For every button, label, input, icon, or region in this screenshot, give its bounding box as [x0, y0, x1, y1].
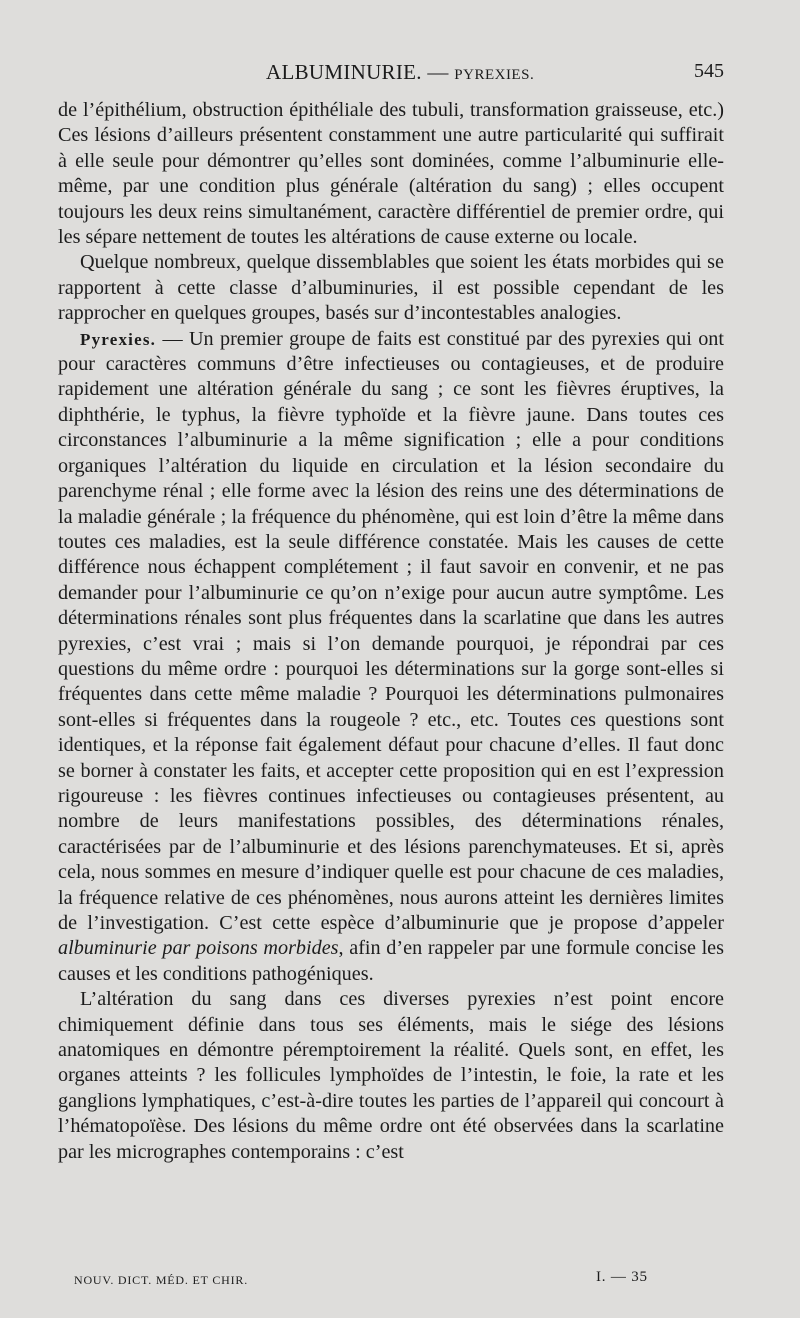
- page-footer: [58, 1269, 724, 1293]
- paragraph-3-text: — Un premier groupe de faits est constitué par des pyrexies qui ont pour caractères communs d’être infectieuses ou contagieuses, et de produire rapidement une altération générale du sang ; ce sont les fièvres éruptives, la diphthérie, le typhus, la fièvre typhoïde et la fièvre jaune. Dans toutes ces circonstances l’albuminurie a la même signification ; elle a pour conditions organiques l’altération du liquide en circulation et la lésion secondaire du parenchyme rénal ; elle forme avec la lésion des reins une des déterminations de la maladie générale ; la fréquence du phénomène, qui est loin d’être la même dans toutes ces maladies, est la seule différence constatée. Mais les causes de cette différence nous échappent complétement ; il faut savoir en convenir, et ne pas demander pour l’albuminurie ce qu’on n’exige pour aucun autre symptôme. Les déterminations rénales sont plus fréquentes dans la scarlatine que dans les autres pyrexies, c’est vrai ; mais si l’on demande pourquoi, je répondrai par ces questions du même ordre : pourquoi les déterminations sur la gorge sont-elles si fréquentes dans cette même maladie ? Pourquoi les déterminations pulmonaires sont-elles si fréquentes dans la rougeole ? etc., etc. Toutes ces questions sont identiques, et la réponse fait également défaut pour chacune d’elles. Il faut donc se borner à constater les faits, et accepter cette proposition qui en est l’expression rigoureuse : les fièvres continues infectieuses ou contagieuses présentent, au nombre de leurs manifestations possibles, des déterminations rénales, caractérisées par de l’albuminurie et des lésions parenchymateuses. Et si, après cela, nous sommes en mesure d’indiquer quelle est pour chacune de ces maladies, la fréquence relative de ces phénomènes, nous aurons atteint les dernières limites de l’investigation. C’est cette espèce d’albuminurie que je propose d’appeler: [58, 327, 724, 934]
- body-text: [58, 98, 724, 1165]
- running-title: [266, 60, 534, 85]
- page-number: 545: [694, 60, 724, 82]
- paragraph-2: Quelque nombreux, quelque dissemblables que soient les états morbides qui se rapportent à cette classe d’albuminuries, il est possible cependant de les rapprocher en quelques groupes, basés sur d’incontestables analogies.: [58, 251, 724, 325]
- footer-signature: NOUV. DICT. MÉD. ET CHIR.: [74, 1273, 249, 1287]
- paragraph-1: de l’épithélium, obstruction épithéliale des tubuli, transformation graisseuse, etc.) Ces lésions d’ailleurs présentent constamment une autre particularité qui suffirait à elle seule pour démontrer qu’elles sont dominées, comme l’albuminurie elle-même, par une condition plus générale (altération du sang) ; elles occupent toujours les deux reins simultanément, caractère différentiel de premier ordre, qui les sépare nettement de toutes les altérations de cause externe ou locale.: [58, 99, 724, 249]
- italic-term: albuminurie par poisons morbides: [58, 937, 339, 960]
- running-title-main: ALBUMINURIE. —: [266, 60, 449, 84]
- paragraph-4: L’altération du sang dans ces diverses pyrexies n’est point encore chimiquement définie dans tous ses éléments, mais le siége des lésions anatomiques en démontre péremptoirement la réalité. Quels sont, en effet, les organes atteints ? les follicules lymphoïdes de l’intestin, le foie, la rate et les ganglions lymphatiques, c’est-à-dire toutes les parties de l’appareil qui concourt à l’hématopoïèse. Des lésions du même ordre ont été observées dans la scarlatine par les micrographes contemporains : c’est: [58, 988, 724, 1163]
- paragraph-3: [58, 327, 724, 988]
- page-header: [58, 60, 724, 90]
- section-term-pyrexies: Pyrexies.: [80, 329, 157, 349]
- paragraph-3-end: , afin d’en rappeler par une formule concise les causes et les conditions pathogéniques.: [58, 937, 724, 985]
- footer-sheet-number: I. — 35: [596, 1269, 648, 1285]
- running-title-sub: PYREXIES.: [454, 67, 535, 83]
